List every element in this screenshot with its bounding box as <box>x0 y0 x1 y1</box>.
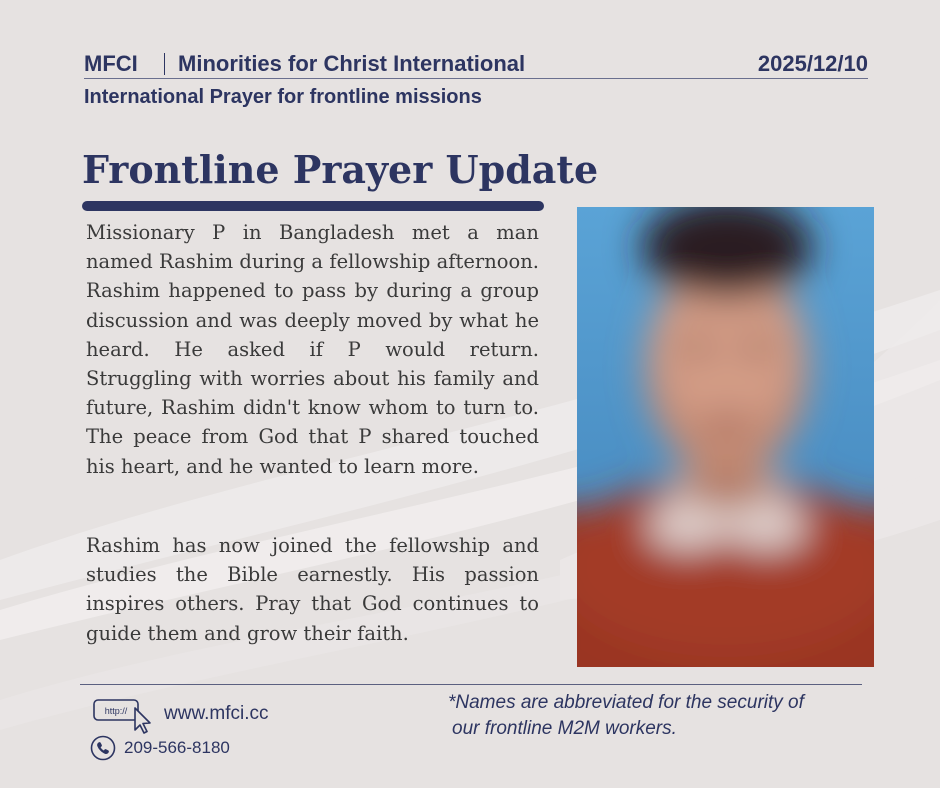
org-abbreviation: MFCI <box>84 51 138 76</box>
title-accent-bar <box>82 201 544 211</box>
phone-icon <box>90 735 116 761</box>
footer-divider <box>80 684 862 685</box>
org-full-name: Minorities for Christ International <box>178 51 526 76</box>
story-paragraph-1: Missionary P in Bangladesh met a man named Rashim during a fellowship afternoon. Rashim happened to pass by during a group discussion and was deeply moved by what he heard. He asked if P would return. Struggling with worries about his family and future, Rashim didn't know whom to turn to. The peace from God that P shared touched his heart, and he wanted to learn more. <box>86 221 539 478</box>
page-title: Frontline Prayer Update <box>82 147 599 192</box>
header-organization <box>84 50 868 78</box>
post-date: 2025/12/10 <box>757 51 868 76</box>
header-underline <box>84 78 868 79</box>
web-icon-label: http:// <box>104 706 128 716</box>
header-divider <box>164 53 165 75</box>
web-link-cursor-icon <box>93 698 153 734</box>
phone-number[interactable]: 209-566-8180 <box>124 738 230 757</box>
blurred-portrait-photo <box>577 207 874 667</box>
header-subtitle: International Prayer for frontline missions <box>84 86 482 108</box>
story-paragraph-2: Rashim has now joined the fellowship and studies the Bible earnestly. His passion inspires others. Pray that God continues to guide them and grow their faith. <box>86 534 539 645</box>
security-note-line-2: our frontline M2M workers. <box>452 718 677 739</box>
website-link[interactable]: www.mfci.cc <box>164 703 269 724</box>
security-note <box>448 690 804 742</box>
security-note-line-1: *Names are abbreviated for the security of <box>448 692 804 713</box>
